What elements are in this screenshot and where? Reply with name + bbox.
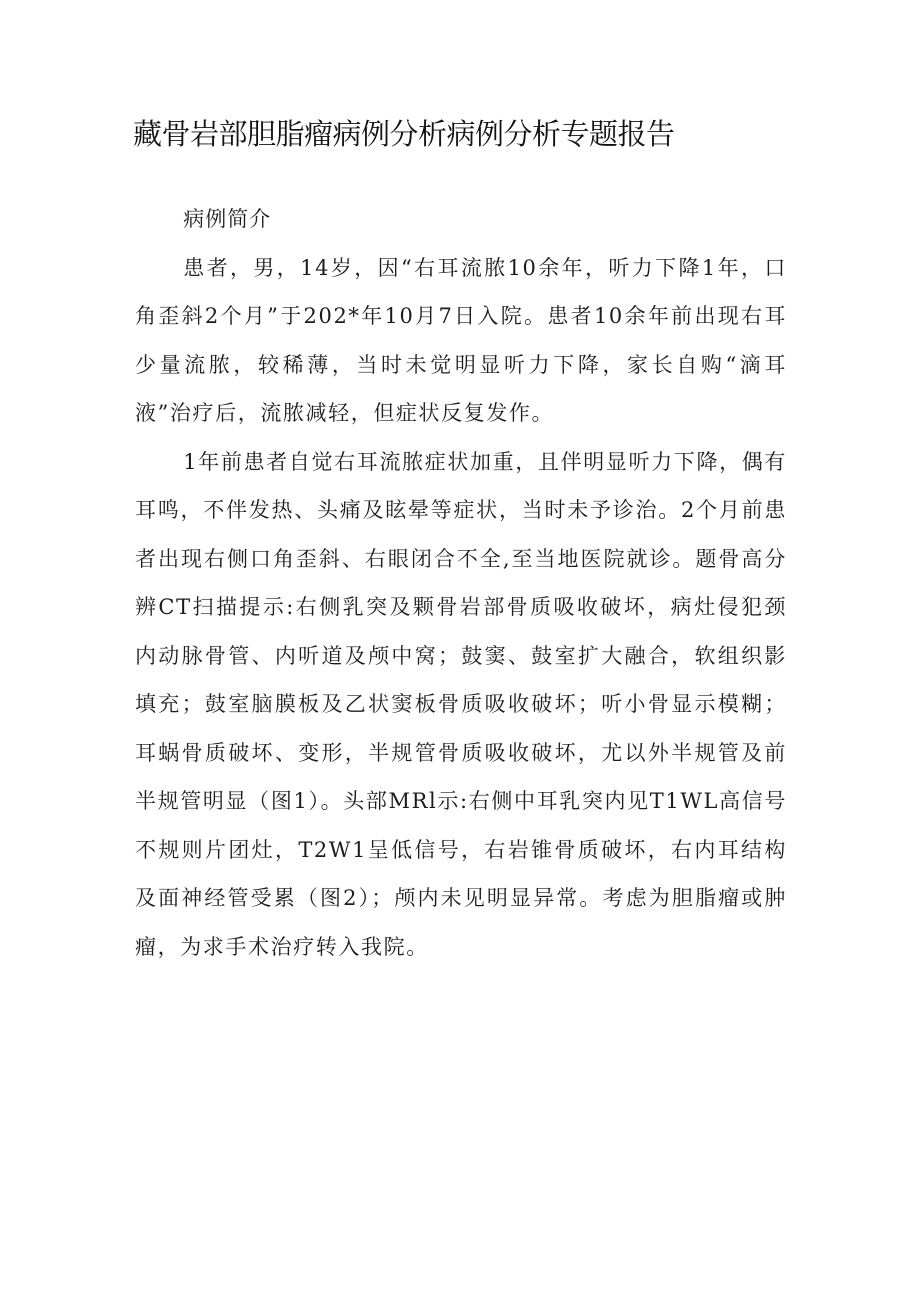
paragraph-case-intro: 患者，男，14岁，因“右耳流脓10余年，听力下降1年，口角歪斜2个月”于202*年10月7日入院。患者10余年前出现右耳少量流脓，较稀薄，当时未觉明显听力下降，家长自购“滴耳液”治疗后，流脓减轻，但症状反复发作。 bbox=[135, 255, 787, 425]
document-title: 藏骨岩部胆脂瘤病例分析病例分析专题报告 bbox=[133, 117, 675, 151]
paragraph-case-history: 1年前患者自觉右耳流脓症状加重，且伴明显听力下降，偶有耳鸣，不伴发热、头痛及眩晕等症状，当时未予诊治。2个月前患者出现右侧口角歪斜、右眼闭合不全,至当地医院就诊。题骨高分辨CT扫描提示:右侧乳突及颗骨岩部骨质吸收破坏，病灶侵犯颈内动脉骨管、内听道及颅中窝；鼓窦、鼓室扩大融合，软组织影填充；鼓室脑膜板及乙状窦板骨质吸收破坏；听小骨显示模糊；耳蜗骨质破坏、变形，半规管骨质吸收破坏，尤以外半规管及前半规管明显（图1）。头部MRl示:右侧中耳乳突内见T1WL高信号不规则片团灶，T2W1呈低信号，右岩锥骨质破坏，右内耳结构及面神经管受累（图2）；颅内未见明显异常。考虑为胆脂瘤或肿瘤，为求手术治疗转入我院。 bbox=[135, 449, 787, 959]
document-body bbox=[135, 195, 787, 971]
section-heading: 病例简介 bbox=[183, 207, 272, 231]
